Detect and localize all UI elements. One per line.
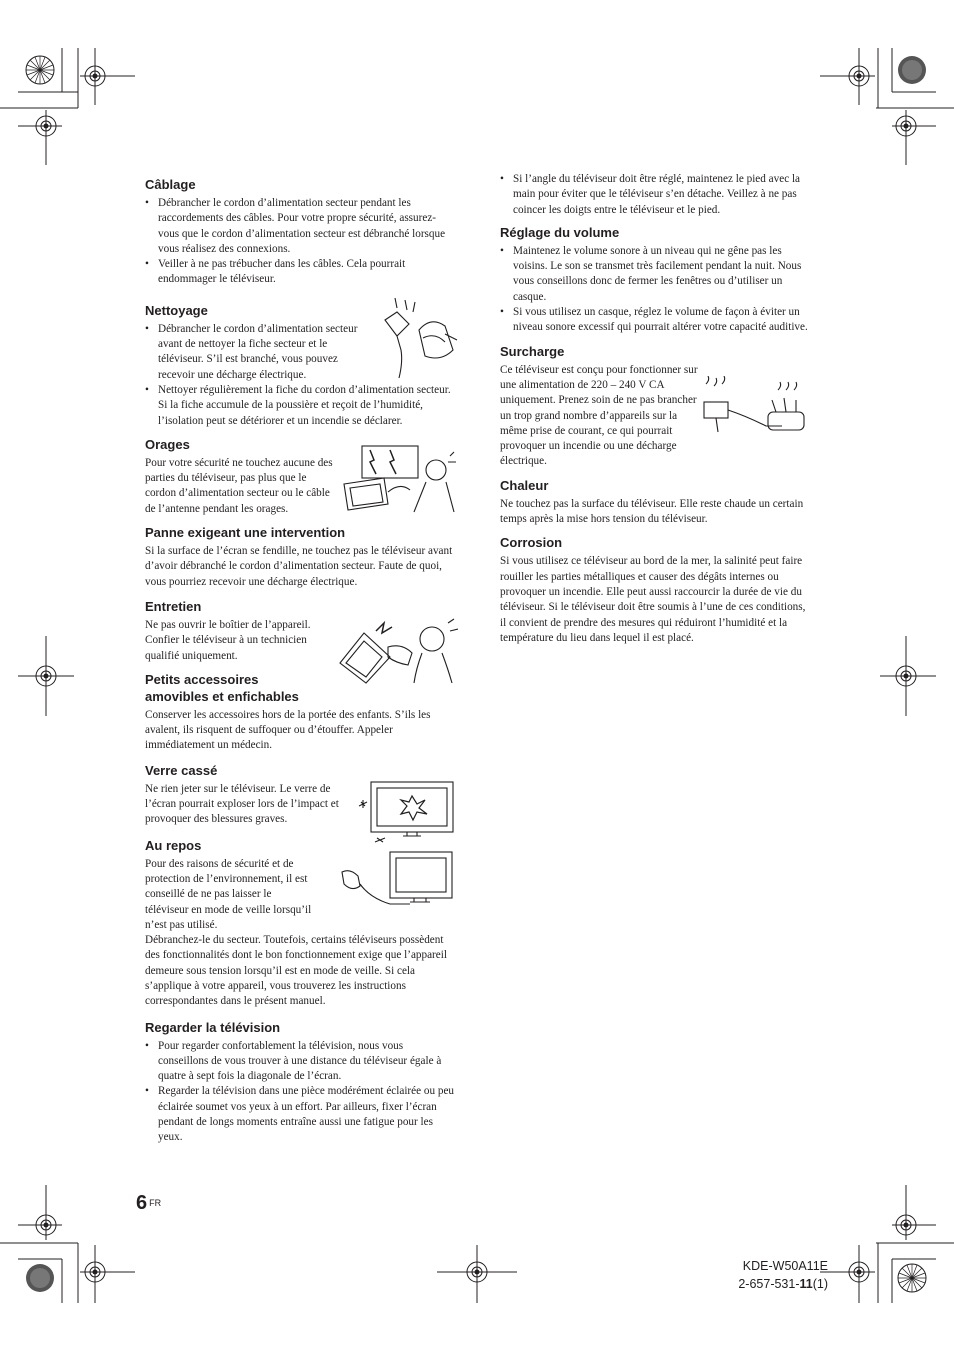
section-corrosion bbox=[500, 534, 810, 646]
paragraph-orages: Pour votre sécurité ne touchez aucune des parties du téléviseur, pas plus que le cordon d’alimentation secteur ou le câble de l’antenne pendant les orages. bbox=[145, 456, 333, 515]
paragraph-entretien: Ne pas ouvrir le boîtier de l’appareil. Confier le téléviseur à un technicien qualifié uniquement. bbox=[145, 618, 311, 662]
heading-verre: Verre cassé bbox=[145, 762, 218, 778]
heading-volume: Réglage du volume bbox=[500, 224, 620, 240]
section-chaleur bbox=[500, 477, 810, 528]
section-volume bbox=[500, 224, 810, 336]
section-regarder bbox=[145, 1019, 455, 1146]
paragraph-panne: Si la surface de l’écran se fendille, ne touchez pas le téléviseur avant d’avoir débranché le cordon d’alimentation secteur. Faute de quoi, vous pourriez recevoir une décharge électrique. bbox=[145, 545, 453, 588]
heading-chaleur: Chaleur bbox=[500, 477, 549, 493]
cleaning-plug-illustration bbox=[375, 290, 460, 380]
paragraph-repos-2: Débranchez-le du secteur. Toutefois, certains téléviseurs possèdent des fonctionnalités dont le bon fonctionnement exige que l’appareil demeure sous tension lorsqu’il est en mode de veille. Si cela s’applique à votre appareil, vous trouverez les instructions correspondantes dans le présent manuel. bbox=[145, 934, 447, 1008]
part-code: 2-657-531-11(1) bbox=[738, 1277, 828, 1291]
standby-tv-illustration bbox=[330, 850, 455, 915]
overload-outlet-illustration bbox=[696, 376, 810, 438]
heading-surcharge: Surcharge bbox=[500, 343, 565, 359]
model-info bbox=[738, 1257, 828, 1293]
list-cablage bbox=[145, 196, 455, 288]
list-item: • Veiller à ne pas trébucher dans les câbles. Cela pourrait endommager le téléviseur. bbox=[145, 257, 455, 288]
list-item: • Débrancher le cordon d’alimentation secteur avant de nettoyer la fiche secteur et le téléviseur. S’il est branché, vous pouvez recevoir une décharge électrique. bbox=[145, 322, 368, 383]
paragraph-corrosion: Si vous utilisez ce téléviseur au bord de la mer, la salinité peut faire rouiller les parties métalliques et causer des dégâts internes ou provoquer un incendie. Elle peut aussi raccourcir la durée de vie du téléviseur. Si le téléviseur doit être soumis à l’une de ces conditions, il convient de prendre des mesures qui réduiront l’humidité et la température du lieu dans lequel il est placé. bbox=[500, 555, 806, 644]
paragraph-repos-1: Pour des raisons de sécurité et de protection de l’environnement, il est conseillé de ne pas laisser le téléviseur en mode de veille lorsqu’il n’est pas utilisé. bbox=[145, 857, 312, 931]
heading-panne: Panne exigeant une intervention bbox=[145, 525, 346, 541]
heading-repos: Au repos bbox=[145, 837, 202, 853]
paragraph-accessoires: Conserver les accessoires hors de la portée des enfants. S’ils les avalent, ils risquent de suffoquer ou d’étouffer. Appeler immédiatement un médecin. bbox=[145, 708, 431, 752]
paragraph-chaleur: Ne touchez pas la surface du téléviseur. Elle reste chaude un certain temps après la mise hors tension du téléviseur. bbox=[500, 497, 804, 526]
service-tv-illustration bbox=[336, 613, 458, 685]
section-cablage bbox=[145, 176, 455, 288]
list-item: • Si vous utilisez un casque, réglez le volume de façon à éviter un niveau sonore excessif qui pourrait altérer votre capacité auditive. bbox=[500, 305, 810, 336]
list-volume bbox=[500, 244, 810, 336]
list-item: • Maintenez le volume sonore à un niveau qui ne gêne pas les voisins. Le son se transmet très facilement pendant la nuit. Nous vous conseillons donc de fermer les fenêtres ou d’utiliser un casque. bbox=[500, 244, 810, 305]
heading-corrosion: Corrosion bbox=[500, 535, 563, 551]
heading-nettoyage: Nettoyage bbox=[145, 302, 208, 318]
list-item: • Regarder la télévision dans une pièce modérément éclairée ou peu éclairée soumet vos yeux à un effort. Par ailleurs, fixer l’écran pendant de longs moments entraîne aussi une fatigue pour les yeux. bbox=[145, 1084, 455, 1145]
heading-regarder: Regarder la télévision bbox=[145, 1019, 281, 1035]
section-panne bbox=[145, 524, 455, 590]
heading-accessoires: Petits accessoires amovibles et enfichables bbox=[145, 671, 299, 704]
storm-tv-illustration bbox=[340, 442, 458, 517]
model-number: KDE-W50A11E bbox=[742, 1259, 828, 1273]
list-intro bbox=[500, 172, 810, 218]
paragraph-verre: Ne rien jeter sur le téléviseur. Le verre de l’écran pourrait exploser lors de l’impact et provoquer des blessures graves. bbox=[145, 782, 339, 826]
list-item: • Nettoyer régulièrement la fiche du cordon d’alimentation secteur. Si la fiche accumule de la poussière et reçoit de l’humidité, l’isolation peut se détériorer et un incendie se déclarer. bbox=[145, 383, 455, 429]
list-item: • Si l’angle du téléviseur doit être réglé, maintenez le pied avec la main pour éviter que le téléviseur s’en détache. Veillez à ne pas coincer les doigts entre le téléviseur et le pied. bbox=[500, 172, 810, 218]
heading-orages: Orages bbox=[145, 436, 190, 452]
list-regarder bbox=[145, 1039, 455, 1146]
page-number: 6 $^{FR}$ bbox=[136, 1192, 162, 1214]
list-item: • Débrancher le cordon d’alimentation secteur pendant les raccordements des câbles. Pour votre propre sécurité, assurez-vous que le cordon d’alimentation secteur est débranché lorsque vous réalisez des connexions. bbox=[145, 196, 455, 257]
list-item: • Pour regarder confortablement la télévision, nous vous conseillons de vous trouver à une distance du téléviseur égale à quatre à sept fois la diagonale de l’écran. bbox=[145, 1039, 455, 1085]
paragraph-surcharge: Ce téléviseur est conçu pour fonctionner sur une alimentation de 220 – 240 V CA uniquement. Prenez soin de ne pas brancher un trop grand nombre d’appareils sur la même prise de courant, ce qui pourrait provoquer un incendie ou une décharge électrique. bbox=[500, 363, 698, 468]
broken-glass-illustration bbox=[357, 776, 457, 846]
heading-cablage: Câblage bbox=[145, 177, 196, 192]
heading-entretien: Entretien bbox=[145, 598, 202, 614]
